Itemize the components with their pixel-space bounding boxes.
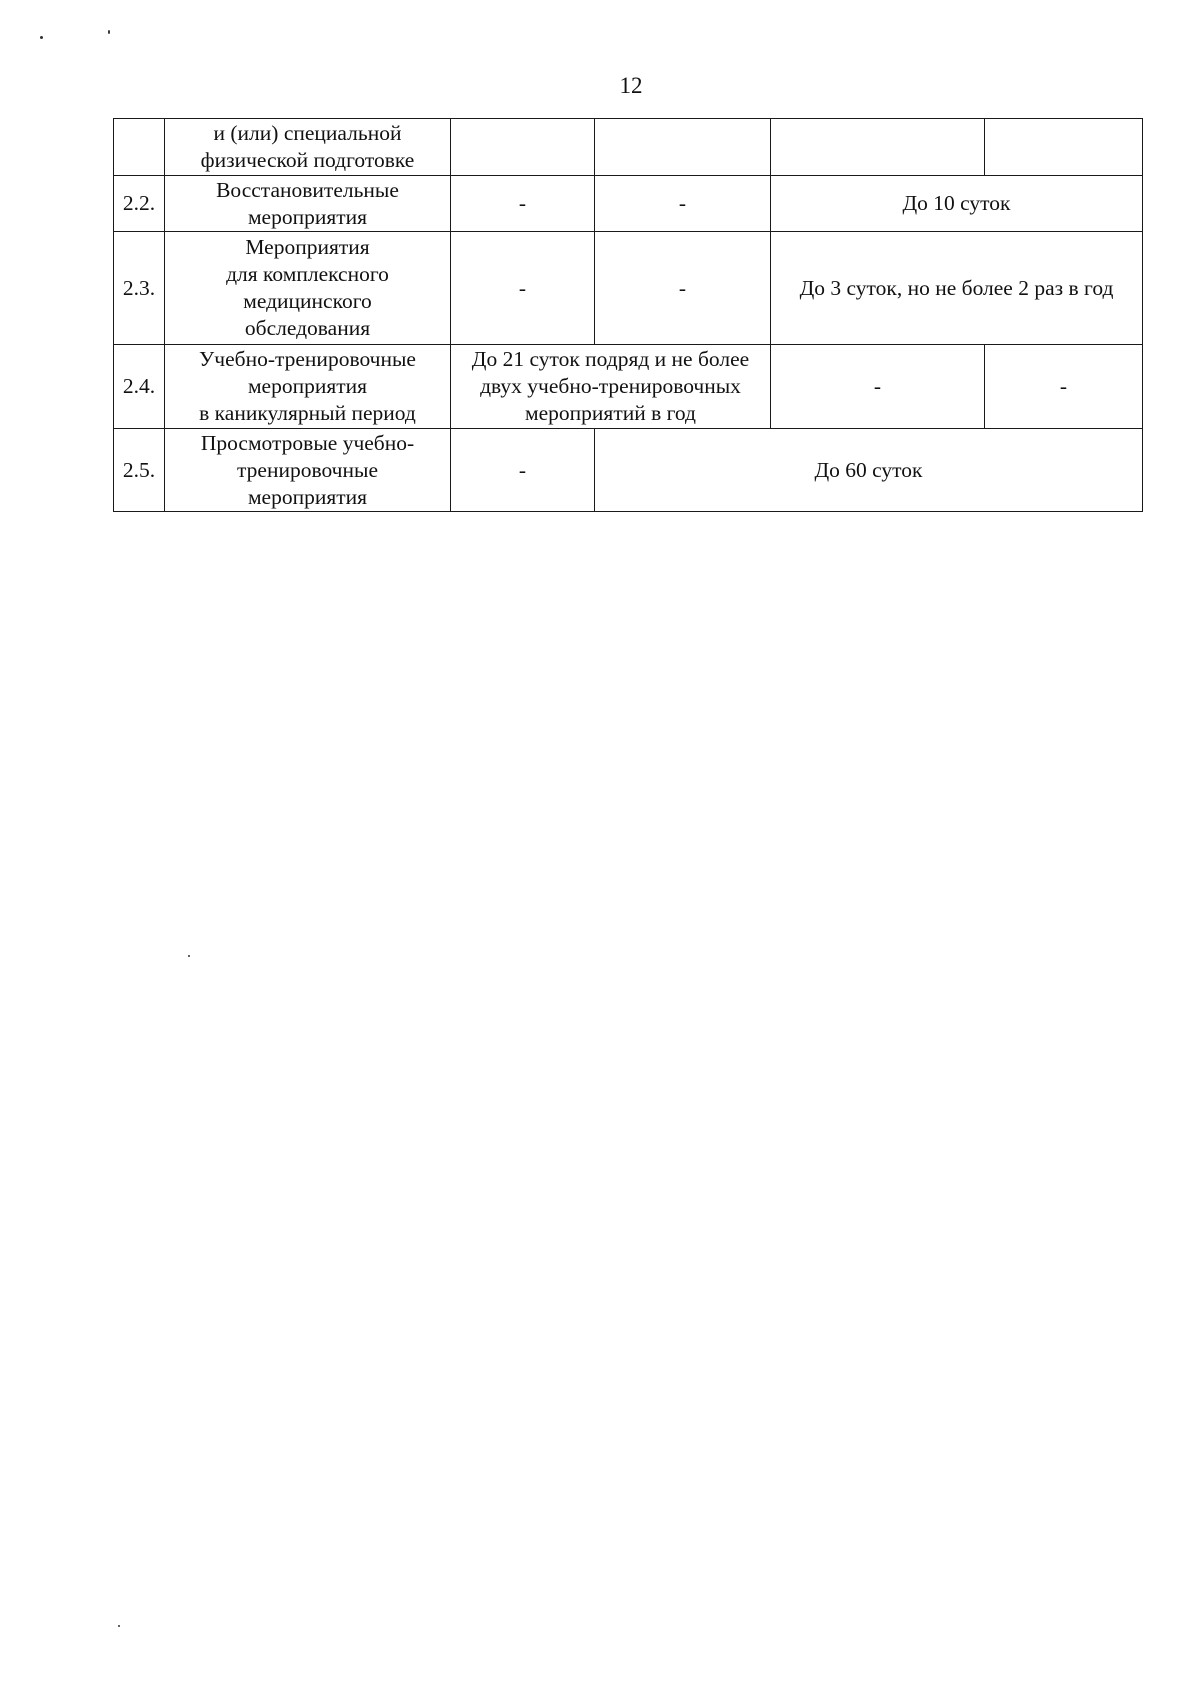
- value-cell: -: [595, 232, 771, 345]
- event-name: Восстановительные мероприятия: [216, 177, 399, 229]
- training-events-table: [113, 118, 1143, 512]
- value-cell: [771, 119, 985, 176]
- row-number-cell: 2.5.: [114, 429, 165, 512]
- value-cell: -: [451, 429, 595, 512]
- scan-speck: [188, 955, 190, 957]
- event-name: и (или) специальной физической подготовке: [200, 121, 415, 172]
- scan-speck: [118, 1625, 120, 1627]
- scan-speck: [40, 36, 43, 39]
- page-number: 12: [619, 73, 643, 98]
- event-name-cell: [165, 232, 451, 345]
- value-cell: [595, 119, 771, 176]
- event-name: Учебно-тренировочные мероприятия в каникулярный период: [199, 347, 416, 425]
- row-number-cell: 2.2.: [114, 176, 165, 232]
- duration-cell: До 60 суток: [595, 429, 1143, 512]
- value-cell: -: [985, 345, 1143, 429]
- value-cell: -: [771, 345, 985, 429]
- row-number-cell: 2.3.: [114, 232, 165, 345]
- scan-speck: [108, 30, 110, 34]
- event-name-cell: [165, 176, 451, 232]
- table-row: [114, 176, 1143, 232]
- event-name: Просмотровые учебно- тренировочные мероприятия: [200, 430, 415, 509]
- table-row: [114, 345, 1143, 429]
- value-cell: -: [451, 176, 595, 232]
- event-name-cell: [165, 429, 451, 512]
- value-cell: [985, 119, 1143, 176]
- value-cell: -: [595, 176, 771, 232]
- duration-cell: [451, 345, 771, 429]
- value-cell: [451, 119, 595, 176]
- event-name-cell: [165, 119, 451, 176]
- duration-text: До 21 суток подряд и не более двух учебно-тренировочных мероприятий в год: [471, 347, 750, 425]
- duration-cell: До 10 суток: [771, 176, 1143, 232]
- table-row: [114, 119, 1143, 176]
- value-cell: -: [451, 232, 595, 345]
- event-name-cell: [165, 345, 451, 429]
- row-number-cell: 2.4.: [114, 345, 165, 429]
- duration-cell: До 3 суток, но не более 2 раз в год: [771, 232, 1143, 345]
- row-number-cell: [114, 119, 165, 176]
- table-row: [114, 232, 1143, 345]
- event-name: Мероприятия для комплексного медицинского обследования: [226, 235, 389, 340]
- table-row: [114, 429, 1143, 512]
